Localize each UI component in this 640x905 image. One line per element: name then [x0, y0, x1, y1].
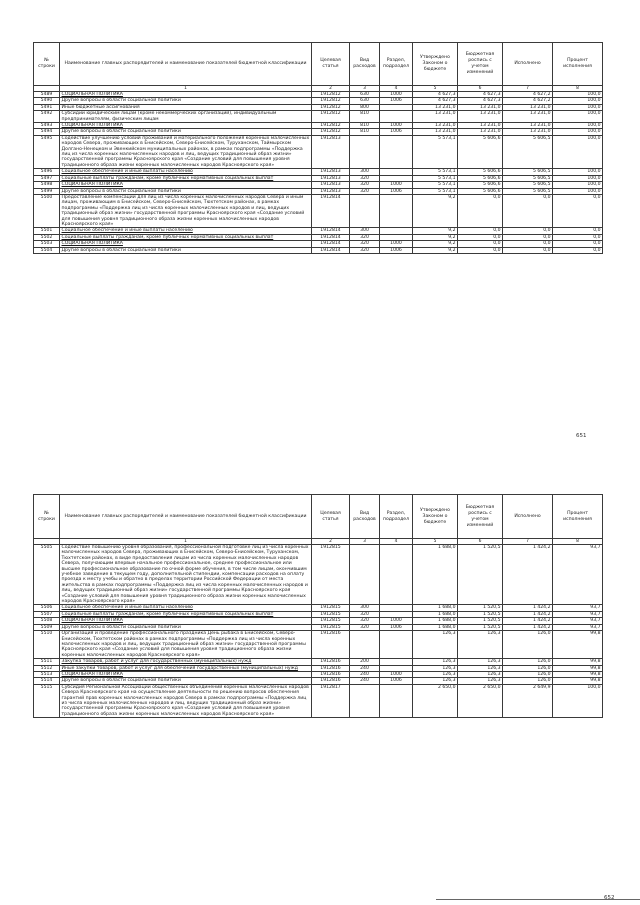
cell-target: 1912812 — [312, 123, 350, 129]
cell-percent: 100,0 — [553, 182, 603, 188]
cell-planned: 126,3 — [458, 631, 503, 659]
cell-kind: 810 — [350, 129, 380, 135]
cell-section: 1000 — [380, 182, 413, 188]
cell-approved: 1 688,0 — [413, 611, 458, 617]
cell-executed: 126,0 — [503, 678, 553, 684]
cell-section: 1000 — [380, 618, 413, 624]
cell-executed: 13 231,0 — [503, 129, 553, 135]
cell-section: 1006 — [380, 247, 413, 253]
page-number: 651 — [576, 433, 587, 439]
cell-target: 1912812 — [312, 98, 350, 104]
cell-kind: 630 — [350, 98, 380, 104]
cell-planned: 13 231,0 — [458, 111, 503, 123]
cell-name: СОЦИАЛЬНАЯ ПОЛИТИКА — [60, 123, 312, 129]
cell-name: СОЦИАЛЬНАЯ ПОЛИТИКА — [60, 92, 312, 98]
header-section: Раздел, подраздел — [380, 495, 413, 539]
cell-kind: 240 — [350, 665, 380, 671]
table-row — [34, 545, 603, 605]
table-header-row — [34, 495, 603, 539]
cell-executed: 1 424,2 — [503, 545, 553, 605]
column-number: 1 — [60, 86, 312, 92]
header-kind: Вид расходов — [350, 495, 380, 539]
column-number: 2 — [312, 86, 350, 92]
cell-executed: 5 606,5 — [503, 135, 553, 168]
cell-section — [380, 545, 413, 605]
cell-name: СОЦИАЛЬНАЯ ПОЛИТИКА — [60, 241, 312, 247]
cell-kind: 240 — [350, 671, 380, 677]
budget-table-page-652 — [33, 494, 603, 718]
column-number: 7 — [503, 539, 553, 545]
cell-num: 5500 — [34, 194, 60, 227]
cell-percent: 93,7 — [553, 611, 603, 617]
cell-kind: 320 — [350, 188, 380, 194]
cell-kind — [350, 194, 380, 227]
cell-approved: 13 231,0 — [413, 123, 458, 129]
cell-num: 5493 — [34, 123, 60, 129]
cell-percent: 99,8 — [553, 631, 603, 659]
cell-target: 1912816 — [312, 659, 350, 665]
cell-target: 1912816 — [312, 671, 350, 677]
budget-table-page-651 — [33, 42, 603, 254]
cell-num: 5508 — [34, 618, 60, 624]
cell-percent: 100,0 — [553, 188, 603, 194]
cell-executed: 13 231,0 — [503, 104, 553, 110]
cell-target: 1912815 — [312, 545, 350, 605]
cell-num: 5515 — [34, 684, 60, 717]
cell-approved: 9,2 — [413, 228, 458, 234]
document-page-652 — [0, 453, 640, 905]
cell-percent: 100,0 — [553, 98, 603, 104]
cell-kind: 320 — [350, 175, 380, 181]
cell-percent: 100,0 — [553, 129, 603, 135]
cell-percent: 100,0 — [553, 684, 603, 717]
cell-target: 1912812 — [312, 129, 350, 135]
cell-target: 1912814 — [312, 228, 350, 234]
cell-name: Социальное обеспечение и иные выплаты населению — [60, 605, 312, 611]
header-planned: Бюджетная роспись с учетом изменений — [458, 43, 503, 86]
cell-executed: 1 424,2 — [503, 618, 553, 624]
cell-executed: 0,0 — [503, 228, 553, 234]
cell-name: Другие вопросы в области социальной политики — [60, 247, 312, 253]
header-name: Наименование главных распорядителей и наименование показателей бюджетной классификации — [60, 43, 312, 86]
column-number: 6 — [458, 539, 503, 545]
cell-num: 5509 — [34, 624, 60, 630]
cell-name: Другие вопросы в области социальной политики — [60, 624, 312, 630]
cell-approved: 126,3 — [413, 665, 458, 671]
cell-num: 5495 — [34, 135, 60, 168]
cell-target: 1912813 — [312, 169, 350, 175]
cell-num: 5510 — [34, 631, 60, 659]
cell-section: 1006 — [380, 188, 413, 194]
cell-target: 1912813 — [312, 188, 350, 194]
header-num: № строки — [34, 43, 60, 86]
cell-approved: 9,2 — [413, 194, 458, 227]
cell-executed: 126,0 — [503, 659, 553, 665]
scan-edge-divider — [436, 899, 640, 900]
column-number: 3 — [350, 86, 380, 92]
cell-planned: 1 520,5 — [458, 611, 503, 617]
cell-kind: 320 — [350, 241, 380, 247]
cell-kind: 810 — [350, 123, 380, 129]
cell-num: 5503 — [34, 241, 60, 247]
cell-planned: 1 520,5 — [458, 545, 503, 605]
cell-section: 1006 — [380, 98, 413, 104]
cell-kind: 320 — [350, 611, 380, 617]
cell-section: 1006 — [380, 678, 413, 684]
cell-percent: 100,0 — [553, 111, 603, 123]
cell-section: 1006 — [380, 129, 413, 135]
cell-approved: 4 627,3 — [413, 92, 458, 98]
cell-target: 1912813 — [312, 175, 350, 181]
cell-section: 1000 — [380, 241, 413, 247]
cell-target: 1912813 — [312, 182, 350, 188]
cell-planned: 126,3 — [458, 678, 503, 684]
cell-target: 1912815 — [312, 624, 350, 630]
cell-percent: 0,0 — [553, 247, 603, 253]
cell-approved: 126,3 — [413, 678, 458, 684]
cell-num: 5499 — [34, 188, 60, 194]
cell-section — [380, 135, 413, 168]
cell-percent: 100,0 — [553, 169, 603, 175]
header-name: Наименование главных распорядителей и наименование показателей бюджетной классификации — [60, 495, 312, 539]
cell-planned: 1 520,5 — [458, 605, 503, 611]
cell-target: 1912812 — [312, 104, 350, 110]
cell-kind: 320 — [350, 247, 380, 253]
cell-name: Иные бюджетные ассигнования — [60, 104, 312, 110]
cell-name: Предоставление компенсации для лиц из числа коренных малочисленных народов Севера и иным лицам, проживающим в Енисейском, Северо-Енисейском, Тюхтетском районах, в рамках подпрограммы «Поддержка лиц из числа коренных малочисленных народов и лиц, ведущих традиционный образ жизни» государственной программы Красноярского края «Создание условий для повышения уровня традиционного образа жизни коренных малочисленных народов Красноярского края» — [60, 194, 312, 227]
cell-percent: 100,0 — [553, 92, 603, 98]
cell-target: 1912815 — [312, 611, 350, 617]
cell-planned: 1 520,5 — [458, 618, 503, 624]
cell-kind: 810 — [350, 111, 380, 123]
cell-num: 5492 — [34, 111, 60, 123]
cell-num: 5501 — [34, 228, 60, 234]
column-number: 8 — [553, 86, 603, 92]
cell-planned: 0,0 — [458, 247, 503, 253]
cell-target: 1912814 — [312, 194, 350, 227]
cell-planned: 0,0 — [458, 234, 503, 240]
cell-planned: 2 650,0 — [458, 684, 503, 717]
cell-name: Другие вопросы в области социальной политики — [60, 129, 312, 135]
cell-target: 1912814 — [312, 241, 350, 247]
column-number: 8 — [553, 539, 603, 545]
table-row — [34, 135, 603, 168]
cell-percent: 99,8 — [553, 678, 603, 684]
table-row — [34, 247, 603, 253]
cell-name: Другие вопросы в области социальной политики — [60, 678, 312, 684]
cell-approved: 5 573,1 — [413, 135, 458, 168]
cell-approved: 5 573,1 — [413, 175, 458, 181]
cell-planned: 5 606,6 — [458, 169, 503, 175]
cell-executed: 126,0 — [503, 671, 553, 677]
cell-kind: 300 — [350, 169, 380, 175]
cell-planned: 13 231,0 — [458, 104, 503, 110]
cell-section — [380, 111, 413, 123]
cell-approved: 13 231,0 — [413, 104, 458, 110]
header-approved: Утверждено Законом о бюджете — [413, 495, 458, 539]
cell-approved: 5 573,1 — [413, 188, 458, 194]
cell-planned: 4 627,3 — [458, 92, 503, 98]
cell-planned: 0,0 — [458, 194, 503, 227]
header-percent: Процент исполнения — [553, 43, 603, 86]
cell-target: 1912814 — [312, 234, 350, 240]
cell-name: Субсидия Региональной Ассоциации общественных объединений коренных малочисленных народов Севера Красноярского края на осуществление деятельности по решению вопросов обеспечения гарантий прав коренных малочисленных народов Севера в рамках подпрограммы «Поддержка лиц из числа коренных малочисленных народов и лиц, ведущих традиционный образ жизни» государственной программы Красноярского края «Создание условий для повышения уровня традиционного образа жизни коренных малочисленных народов Красноярского края» — [60, 684, 312, 717]
cell-executed: 0,0 — [503, 241, 553, 247]
cell-num: 5505 — [34, 545, 60, 605]
header-target: Целевая статья — [312, 43, 350, 86]
cell-num: 5507 — [34, 611, 60, 617]
cell-target: 1912816 — [312, 631, 350, 659]
cell-section: 1000 — [380, 123, 413, 129]
cell-kind: 320 — [350, 182, 380, 188]
header-section: Раздел, подраздел — [380, 43, 413, 86]
column-number: 5 — [413, 539, 458, 545]
cell-planned: 5 606,6 — [458, 135, 503, 168]
cell-section — [380, 684, 413, 717]
cell-name: Социальные выплаты гражданам, кроме публичных нормативных социальных выплат — [60, 611, 312, 617]
header-percent: Процент исполнения — [553, 495, 603, 539]
cell-name: СОЦИАЛЬНАЯ ПОЛИТИКА — [60, 671, 312, 677]
cell-percent: 93,7 — [553, 605, 603, 611]
column-number: 4 — [380, 539, 413, 545]
cell-planned: 126,3 — [458, 659, 503, 665]
cell-executed: 1 424,2 — [503, 605, 553, 611]
cell-num: 5489 — [34, 92, 60, 98]
table-row — [34, 684, 603, 717]
cell-executed: 126,0 — [503, 665, 553, 671]
cell-executed: 5 606,5 — [503, 182, 553, 188]
cell-num: 5511 — [34, 659, 60, 665]
cell-percent: 99,8 — [553, 659, 603, 665]
table-row — [34, 631, 603, 659]
cell-approved: 1 688,0 — [413, 605, 458, 611]
cell-approved: 1 688,0 — [413, 624, 458, 630]
cell-planned: 4 627,3 — [458, 98, 503, 104]
cell-name: Социальное обеспечение и иные выплаты населению — [60, 228, 312, 234]
cell-target: 1912812 — [312, 92, 350, 98]
cell-kind: 240 — [350, 678, 380, 684]
cell-num: 5497 — [34, 175, 60, 181]
cell-executed: 0,0 — [503, 247, 553, 253]
cell-num: 5502 — [34, 234, 60, 240]
cell-percent: 100,0 — [553, 175, 603, 181]
header-target: Целевая статья — [312, 495, 350, 539]
cell-name: Содействие повышению уровня образования, профессиональной подготовке лиц из числа коренных малочисленных народов Севера, проживающих в Енисейском, Северо-Енисейском, Туруханском, Тюхтетском районах, в виде предоставления лицам из числа коренных малочисленных народов Севера, получающим впервые начальное профессиональное, среднее профессиональное или высшее профессиональное образование по очной форме обучения, в том числе лицам, окончившим учебное заведение в текущем году, дополнительной стипендии, компенсации расходов на оплату проезда к месту учебы и обратно в пределах территории Российской Федерации от места жительства в рамках подпрограммы «Поддержка лиц из числа коренных малочисленных народов и лиц, ведущих традиционный образ жизни» государственной программы Красноярского края «Создание условий для повышения уровня традиционного образа жизни коренных малочисленных народов Красноярского края» — [60, 545, 312, 605]
cell-section: 1006 — [380, 624, 413, 630]
cell-num: 5506 — [34, 605, 60, 611]
cell-kind: 300 — [350, 228, 380, 234]
cell-name: Иные закупки товаров, работ и услуг для обеспечения государственных (муниципальных) нужд — [60, 665, 312, 671]
cell-kind: 320 — [350, 624, 380, 630]
cell-executed: 1 424,2 — [503, 624, 553, 630]
cell-name: Содействие улучшению условий проживания и материального положения коренных малочисленных народов Севера, проживающих в Енисейском, Северо-Енисейском, Туруханском, Таймырском Долгано-Ненецком и Эвенкийском муниципальных районах, в рамках подпрограммы «Поддержка лиц из числа коренных малочисленных народов и лиц, ведущих традиционный образ жизни» государственной программы Красноярского края «Создание условий для повышения уровня традиционного образа жизни коренных малочисленных народов Красноярского края» — [60, 135, 312, 168]
cell-planned: 126,3 — [458, 671, 503, 677]
cell-kind: 200 — [350, 659, 380, 665]
cell-executed: 5 606,5 — [503, 188, 553, 194]
cell-executed: 1 424,2 — [503, 611, 553, 617]
cell-planned: 5 606,6 — [458, 175, 503, 181]
cell-name: Другие вопросы в области социальной политики — [60, 98, 312, 104]
cell-approved: 1 688,0 — [413, 618, 458, 624]
cell-approved: 5 573,1 — [413, 182, 458, 188]
column-number: 6 — [458, 86, 503, 92]
cell-name: Организация и проведение профессионального праздника День рыбака в Енисейском, Северо-Енисейском, Тюхтетском районах в рамках подпрограммы «Поддержка лиц из числа коренных малочисленных народов и лиц, ведущих традиционный образ жизни» государственной программы Красноярского края «Создание условий для повышения уровня традиционного образа жизни коренных малочисленных народов Красноярского края» — [60, 631, 312, 659]
header-kind: Вид расходов — [350, 43, 380, 86]
cell-executed: 4 627,2 — [503, 92, 553, 98]
cell-percent: 93,7 — [553, 618, 603, 624]
cell-num: 5491 — [34, 104, 60, 110]
cell-target: 1912814 — [312, 247, 350, 253]
cell-approved: 9,2 — [413, 234, 458, 240]
cell-planned: 13 231,0 — [458, 129, 503, 135]
cell-percent: 0,0 — [553, 234, 603, 240]
cell-planned: 1 520,5 — [458, 624, 503, 630]
cell-percent: 100,0 — [553, 123, 603, 129]
cell-approved: 9,2 — [413, 241, 458, 247]
cell-executed: 0,0 — [503, 234, 553, 240]
cell-num: 5512 — [34, 665, 60, 671]
cell-name: Другие вопросы в области социальной политики — [60, 188, 312, 194]
cell-kind: 630 — [350, 92, 380, 98]
cell-executed: 13 231,0 — [503, 111, 553, 123]
cell-name: СОЦИАЛЬНАЯ ПОЛИТИКА — [60, 182, 312, 188]
cell-name: Субсидии юридическим лицам (кроме некоммерческих организаций), индивидуальным предпринимателям, физическим лицам — [60, 111, 312, 123]
cell-approved: 126,3 — [413, 659, 458, 665]
cell-percent: 100,0 — [553, 135, 603, 168]
cell-kind: 800 — [350, 104, 380, 110]
cell-name: Социальные выплаты гражданам, кроме публичных нормативных социальных выплат — [60, 234, 312, 240]
cell-target: 1912815 — [312, 618, 350, 624]
cell-percent: 0,0 — [553, 228, 603, 234]
table-row — [34, 194, 603, 227]
cell-section — [380, 631, 413, 659]
cell-target: 1912816 — [312, 665, 350, 671]
column-number: 1 — [60, 539, 312, 545]
cell-target: 1912817 — [312, 684, 350, 717]
cell-percent: 100,0 — [553, 104, 603, 110]
cell-section — [380, 194, 413, 227]
cell-kind — [350, 631, 380, 659]
cell-percent: 99,8 — [553, 671, 603, 677]
cell-executed: 0,0 — [503, 194, 553, 227]
cell-planned: 5 606,6 — [458, 188, 503, 194]
cell-kind — [350, 135, 380, 168]
cell-executed: 5 606,5 — [503, 175, 553, 181]
cell-section: 1000 — [380, 92, 413, 98]
cell-planned: 0,0 — [458, 228, 503, 234]
cell-kind — [350, 545, 380, 605]
cell-executed: 2 649,9 — [503, 684, 553, 717]
table-row — [34, 111, 603, 123]
column-number: 4 — [380, 86, 413, 92]
cell-percent: 0,0 — [553, 241, 603, 247]
cell-kind: 320 — [350, 234, 380, 240]
cell-num: 5498 — [34, 182, 60, 188]
cell-num: 5514 — [34, 678, 60, 684]
cell-executed: 4 627,2 — [503, 98, 553, 104]
cell-target: 1912812 — [312, 111, 350, 123]
column-number: 3 — [350, 539, 380, 545]
cell-target: 1912815 — [312, 605, 350, 611]
header-approved: Утверждено Законом о бюджете — [413, 43, 458, 86]
cell-target: 1912813 — [312, 135, 350, 168]
table-header-row — [34, 43, 603, 86]
column-number: 5 — [413, 86, 458, 92]
cell-target: 1912816 — [312, 678, 350, 684]
document-page-651 — [0, 0, 640, 452]
header-executed: Исполнено — [503, 495, 553, 539]
cell-num: 5490 — [34, 98, 60, 104]
cell-approved: 13 231,0 — [413, 129, 458, 135]
cell-approved: 9,2 — [413, 247, 458, 253]
cell-percent: 99,8 — [553, 665, 603, 671]
cell-num: 5504 — [34, 247, 60, 253]
cell-approved: 126,3 — [413, 631, 458, 659]
cell-approved: 13 231,0 — [413, 111, 458, 123]
header-num: № строки — [34, 495, 60, 539]
cell-percent: 0,0 — [553, 194, 603, 227]
cell-approved: 5 573,1 — [413, 169, 458, 175]
cell-approved: 126,3 — [413, 671, 458, 677]
cell-section: 1000 — [380, 671, 413, 677]
column-number: 7 — [503, 86, 553, 92]
cell-executed: 126,0 — [503, 631, 553, 659]
page-number: 652 — [604, 895, 615, 901]
cell-kind: 320 — [350, 618, 380, 624]
cell-approved: 2 650,0 — [413, 684, 458, 717]
cell-executed: 13 231,0 — [503, 123, 553, 129]
cell-num: 5496 — [34, 169, 60, 175]
cell-percent: 93,7 — [553, 545, 603, 605]
cell-num: 5494 — [34, 129, 60, 135]
cell-planned: 0,0 — [458, 241, 503, 247]
cell-num: 5513 — [34, 671, 60, 677]
cell-name: СОЦИАЛЬНАЯ ПОЛИТИКА — [60, 618, 312, 624]
cell-percent: 93,7 — [553, 624, 603, 630]
cell-name: Социальные выплаты гражданам, кроме публичных нормативных социальных выплат — [60, 175, 312, 181]
cell-approved: 1 688,0 — [413, 545, 458, 605]
cell-executed: 5 606,5 — [503, 169, 553, 175]
header-executed: Исполнено — [503, 43, 553, 86]
cell-kind — [350, 684, 380, 717]
cell-name: Закупка товаров, работ и услуг для государственных (муниципальных) нужд — [60, 659, 312, 665]
cell-kind: 300 — [350, 605, 380, 611]
cell-planned: 126,3 — [458, 665, 503, 671]
cell-planned: 13 231,0 — [458, 123, 503, 129]
cell-planned: 5 606,6 — [458, 182, 503, 188]
cell-approved: 4 627,3 — [413, 98, 458, 104]
cell-name: Социальное обеспечение и иные выплаты населению — [60, 169, 312, 175]
header-planned: Бюджетная роспись с учетом изменений — [458, 495, 503, 539]
column-number: 2 — [312, 539, 350, 545]
